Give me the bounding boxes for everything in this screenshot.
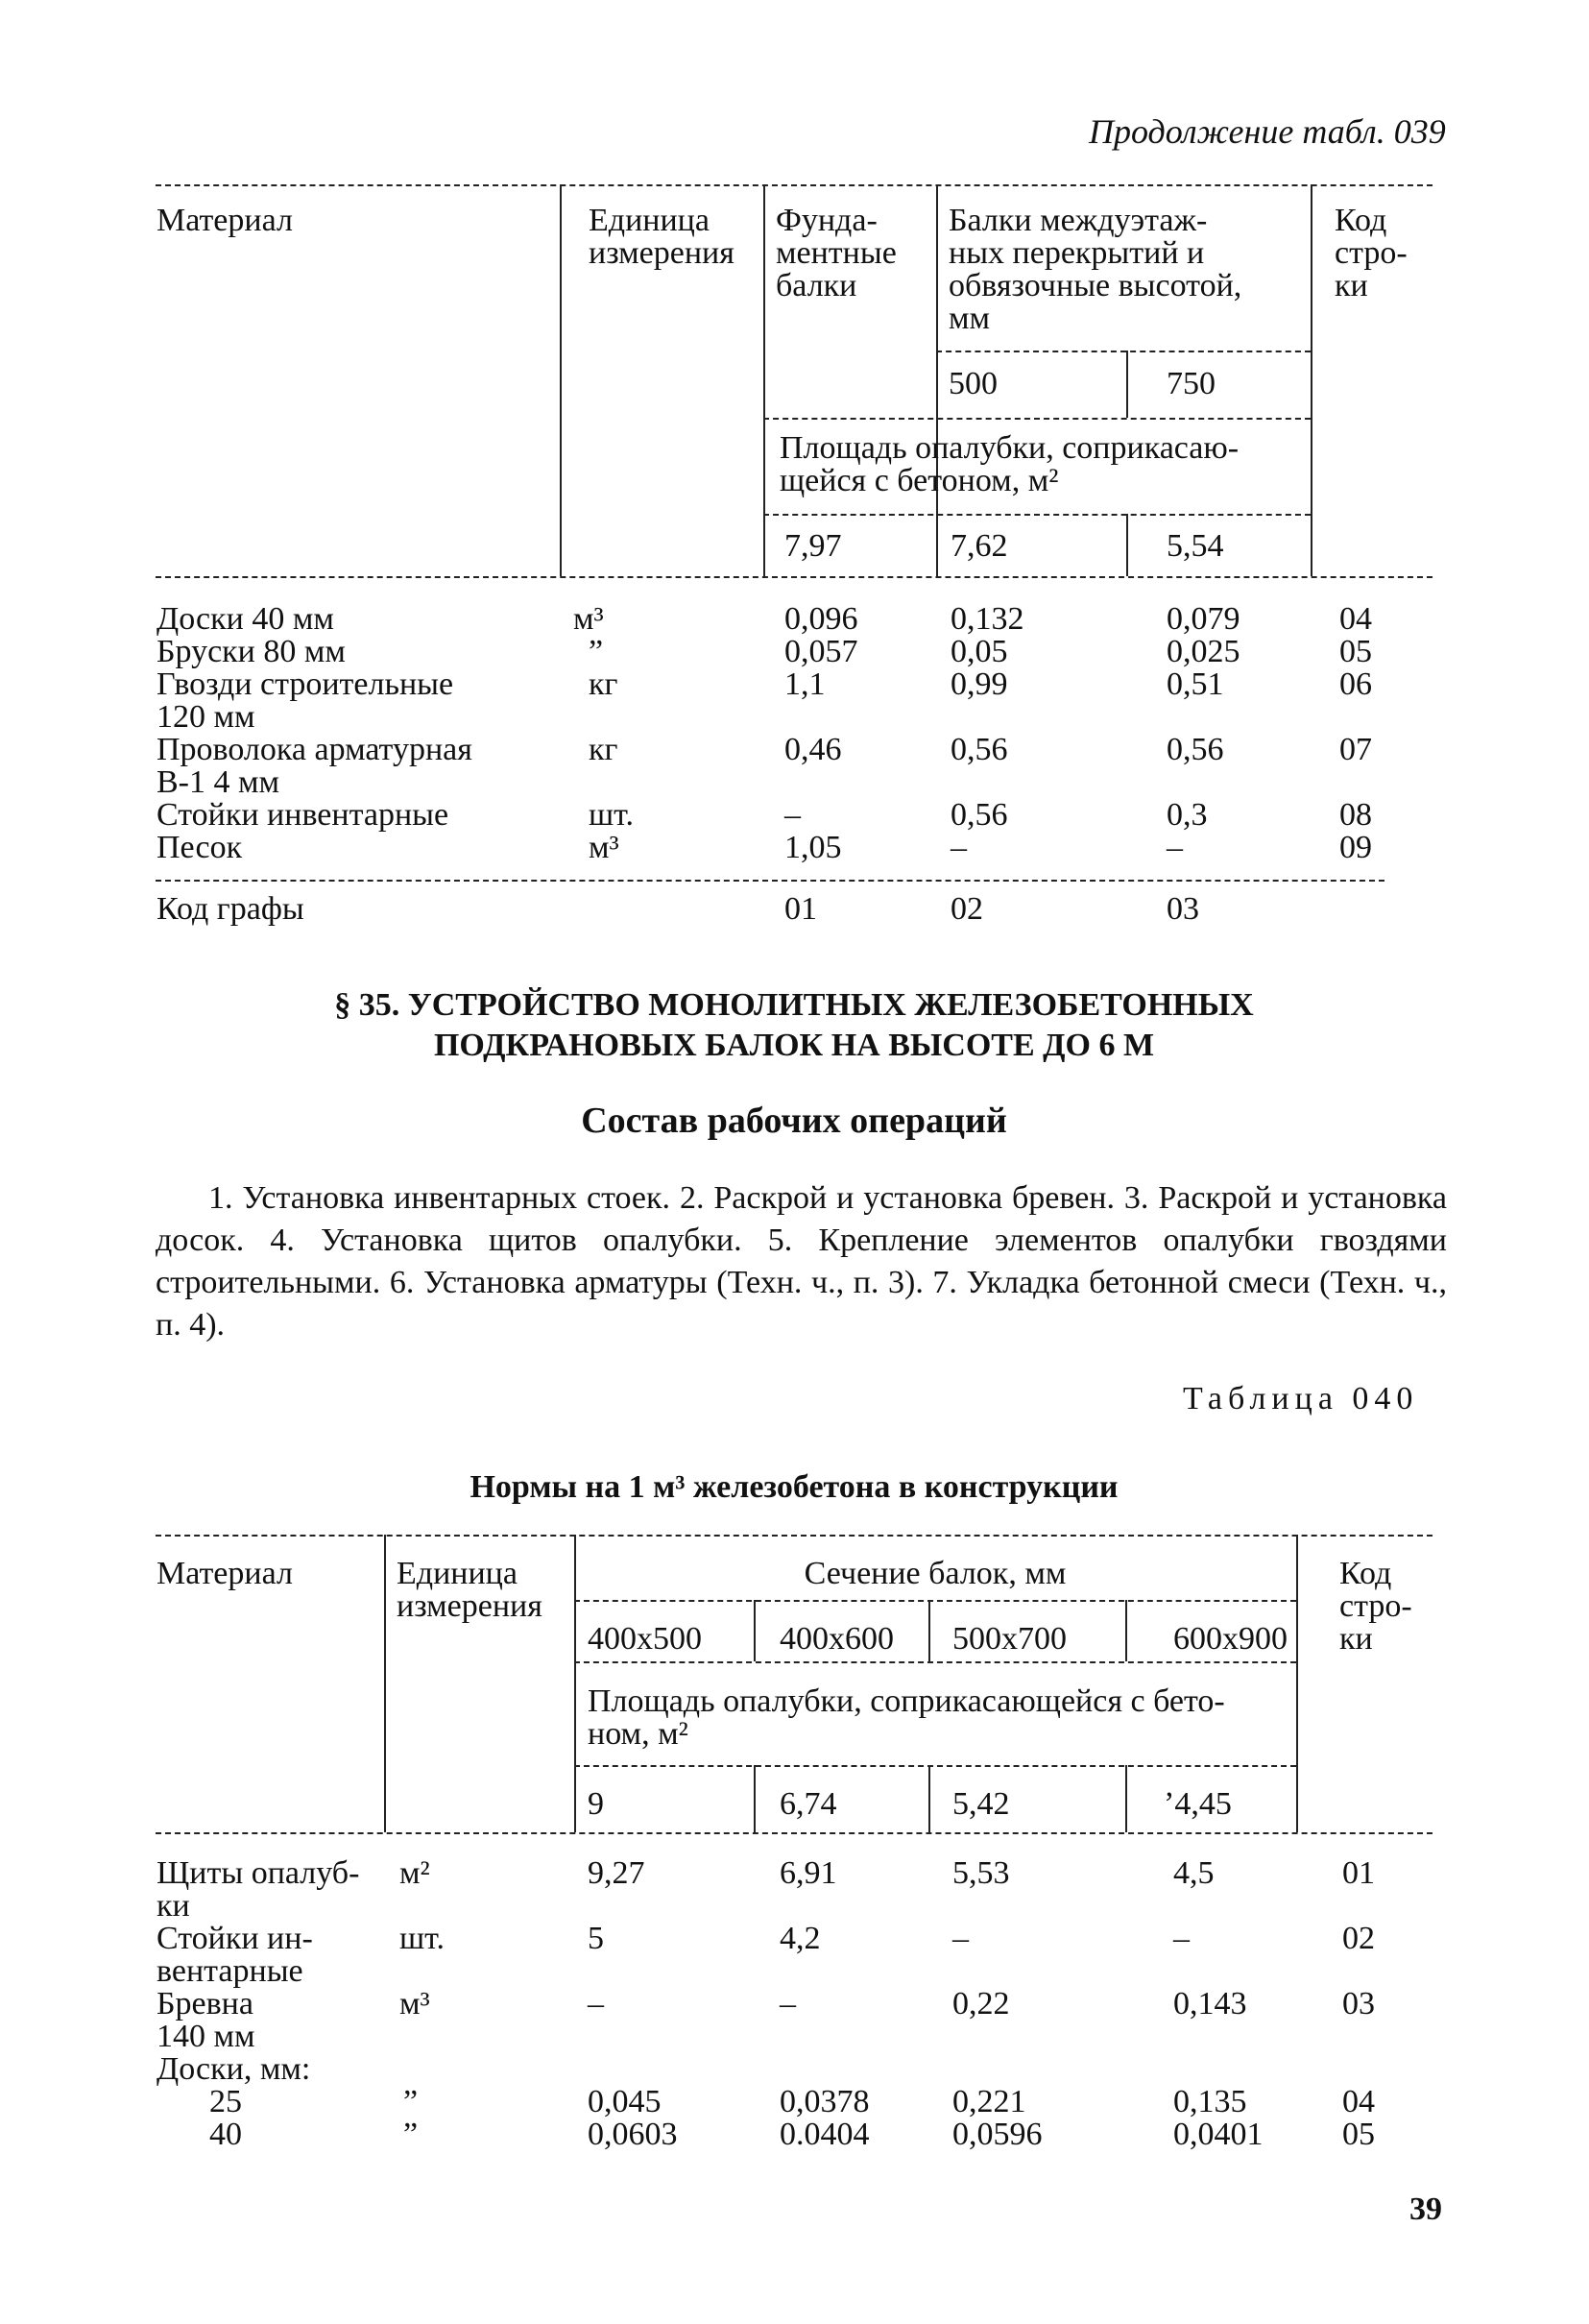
- header-unit: измерения: [397, 1588, 542, 1624]
- row-value: 6,91: [780, 1855, 837, 1891]
- row-unit: шт.: [399, 1921, 445, 1956]
- row-material: ки: [156, 1888, 190, 1924]
- row-material: В-1 4 мм: [156, 764, 280, 800]
- column-code: 03: [1167, 891, 1199, 927]
- column-code: 01: [784, 891, 817, 927]
- row-unit: ”: [403, 2117, 419, 2152]
- header-section: Сечение балок, мм: [804, 1556, 1067, 1591]
- table-border: [1125, 1765, 1127, 1832]
- row-code: 08: [1339, 797, 1372, 833]
- header-foundation: Фунда-: [776, 203, 878, 238]
- row-code: 07: [1339, 732, 1372, 767]
- table-border: [156, 1535, 1433, 1537]
- table-border: [763, 418, 1311, 420]
- row-value: 0,045: [588, 2084, 662, 2119]
- row-material: Доски 40 мм: [156, 601, 334, 637]
- row-value: 0,221: [952, 2084, 1026, 2119]
- table-border: [156, 1832, 1433, 1834]
- header-foundation: ментные: [776, 235, 897, 271]
- row-value: 4,2: [780, 1921, 821, 1956]
- table-border: [156, 880, 1384, 882]
- header-height-750: 750: [1167, 366, 1216, 401]
- row-value: 0,51: [1167, 666, 1224, 702]
- column-code: 02: [951, 891, 983, 927]
- table-border: [1126, 351, 1128, 418]
- row-value: 0,56: [1167, 732, 1224, 767]
- row-unit: шт.: [589, 797, 634, 833]
- row-material: Стойки ин-: [156, 1921, 313, 1956]
- header-area-value: 6,74: [780, 1786, 837, 1822]
- header-area-value: ʼ4,45: [1164, 1786, 1232, 1822]
- row-value: –: [1167, 830, 1183, 865]
- header-area: Площадь опалубки, соприкасаю-: [780, 430, 1240, 466]
- row-value: 0.0404: [780, 2117, 870, 2152]
- row-material: 120 мм: [156, 699, 255, 735]
- page-number: 39: [1409, 2191, 1442, 2227]
- row-material: Доски, мм:: [156, 2051, 311, 2087]
- footer-label: Код графы: [156, 891, 304, 927]
- row-material: 140 мм: [156, 2019, 255, 2054]
- row-material: Бревна: [156, 1986, 253, 2021]
- row-value: 0,025: [1167, 634, 1240, 669]
- table-caption: Нормы на 1 м³ железобетона в конструкции: [469, 1469, 1119, 1505]
- row-code: 04: [1339, 601, 1372, 637]
- row-value: 1,05: [784, 830, 842, 865]
- row-value: 0,079: [1167, 601, 1240, 637]
- row-value: –: [1173, 1921, 1190, 1956]
- table-border: [156, 184, 1433, 186]
- row-unit: кг: [589, 666, 618, 702]
- header-beams: обвязочные высотой,: [949, 268, 1242, 303]
- table-border: [384, 1535, 386, 1832]
- row-code: 06: [1339, 666, 1372, 702]
- table-border: [1311, 184, 1312, 576]
- header-area: щейся с бетоном, м²: [780, 463, 1059, 498]
- table-border: [754, 1600, 756, 1661]
- table-border: [936, 351, 1311, 352]
- row-unit: м²: [399, 1855, 430, 1891]
- header-beams: ных перекрытий и: [949, 235, 1205, 271]
- section-title: ПОДКРАНОВЫХ БАЛОК НА ВЫСОТЕ ДО 6 М: [433, 1028, 1155, 1063]
- header-area-value: 9: [588, 1786, 604, 1822]
- row-code: 05: [1339, 634, 1372, 669]
- header-code: стро-: [1339, 1588, 1412, 1624]
- row-code: 02: [1342, 1921, 1375, 1956]
- header-area: Площадь опалубки, соприкасающейся с бето-: [588, 1683, 1225, 1719]
- header-height-500: 500: [949, 366, 998, 401]
- table-label: Таблица 040: [1183, 1381, 1419, 1416]
- row-value: 1,1: [784, 666, 826, 702]
- row-value: 0,05: [951, 634, 1008, 669]
- header-unit: измерения: [589, 235, 734, 271]
- row-value: –: [588, 1986, 604, 2021]
- row-value: 0,0596: [952, 2117, 1043, 2152]
- row-value: –: [784, 797, 801, 833]
- header-area: ном, м²: [588, 1716, 688, 1752]
- row-value: 0,99: [951, 666, 1008, 702]
- header-material: Материал: [156, 203, 293, 238]
- table-border: [574, 1661, 1296, 1663]
- header-beams: Балки междуэтаж-: [949, 203, 1208, 238]
- header-size: 400x500: [588, 1621, 702, 1657]
- row-unit: ”: [403, 2084, 419, 2119]
- row-value: 0,057: [784, 634, 858, 669]
- row-material: Проволока арматурная: [156, 732, 472, 767]
- row-value: 0,143: [1173, 1986, 1247, 2021]
- table-border: [574, 1600, 1296, 1602]
- row-code: 03: [1342, 1986, 1375, 2021]
- table-border: [763, 184, 765, 576]
- table-border: [763, 514, 1311, 516]
- row-value: 0,132: [951, 601, 1024, 637]
- header-size: 600x900: [1173, 1621, 1288, 1657]
- header-area-value: 5,54: [1167, 528, 1224, 564]
- row-value: 5,53: [952, 1855, 1010, 1891]
- header-foundation: балки: [776, 268, 857, 303]
- row-code: 09: [1339, 830, 1372, 865]
- table-border: [928, 1600, 930, 1661]
- header-area-value: 7,97: [784, 528, 842, 564]
- table-border: [754, 1765, 756, 1832]
- header-code: Код: [1335, 203, 1387, 238]
- row-unit: кг: [589, 732, 618, 767]
- row-value: 0,0603: [588, 2117, 678, 2152]
- row-value: 0,56: [951, 797, 1008, 833]
- table-border: [1126, 514, 1128, 576]
- row-code: 04: [1342, 2084, 1375, 2119]
- row-value: 9,27: [588, 1855, 645, 1891]
- operations-paragraph: 1. Установка инвентарных стоек. 2. Раскрой и установка бревен. 3. Раскрой и установка досок. 4. Установка щитов опалубки. 5. Крепление элементов опалубки гвоздями строительными. 6. Установка арматуры (Техн. ч., п. 3). 7. Укладка бетонной смеси (Техн. ч., п. 4).: [156, 1180, 1447, 1343]
- header-size: 500x700: [952, 1621, 1067, 1657]
- row-value: –: [951, 830, 967, 865]
- row-unit: м³: [589, 830, 619, 865]
- section-title: § 35. УСТРОЙСТВО МОНОЛИТНЫХ ЖЕЛЕЗОБЕТОННЫХ: [334, 987, 1254, 1023]
- row-value: 0,0378: [780, 2084, 870, 2119]
- row-value: 4,5: [1173, 1855, 1215, 1891]
- header-code: ки: [1335, 268, 1368, 303]
- table-border: [1125, 1600, 1127, 1661]
- table-border: [928, 1765, 930, 1832]
- table-border: [574, 1765, 1296, 1767]
- row-value: –: [952, 1921, 969, 1956]
- header-material: Материал: [156, 1556, 293, 1591]
- row-material: Щиты опалуб-: [156, 1855, 360, 1891]
- row-value: 0,3: [1167, 797, 1208, 833]
- row-material: Гвозди строительные: [156, 666, 454, 702]
- header-unit: Единица: [397, 1556, 518, 1591]
- header-beams: мм: [949, 301, 991, 336]
- row-code: 01: [1342, 1855, 1375, 1891]
- section-subtitle: Состав рабочих операций: [581, 1101, 1007, 1141]
- header-code: стро-: [1335, 235, 1408, 271]
- table-border: [156, 576, 1433, 578]
- row-code: 05: [1342, 2117, 1375, 2152]
- row-value: 0,22: [952, 1986, 1010, 2021]
- header-unit: Единица: [589, 203, 710, 238]
- row-material: вентарные: [156, 1953, 303, 1989]
- row-value: 0,135: [1173, 2084, 1247, 2119]
- row-value: –: [780, 1986, 796, 2021]
- header-size: 400x600: [780, 1621, 894, 1657]
- row-value: 0,096: [784, 601, 858, 637]
- header-area-value: 7,62: [951, 528, 1008, 564]
- row-value: 5: [588, 1921, 604, 1956]
- row-material: 40: [209, 2117, 242, 2152]
- row-material: Песок: [156, 830, 243, 865]
- table-border: [560, 184, 562, 576]
- row-material: Стойки инвентарные: [156, 797, 449, 833]
- row-unit: ”: [589, 634, 604, 669]
- row-unit: м³: [573, 601, 604, 637]
- row-material: 25: [209, 2084, 242, 2119]
- table-border: [936, 184, 938, 576]
- table-continuation-label: Продолжение табл. 039: [1089, 112, 1446, 151]
- header-code: ки: [1339, 1621, 1373, 1657]
- row-value: 0,46: [784, 732, 842, 767]
- row-value: 0,0401: [1173, 2117, 1264, 2152]
- row-unit: м³: [399, 1986, 430, 2021]
- header-code: Код: [1339, 1556, 1392, 1591]
- row-value: 0,56: [951, 732, 1008, 767]
- header-area-value: 5,42: [952, 1786, 1010, 1822]
- row-material: Бруски 80 мм: [156, 634, 346, 669]
- table-border: [1296, 1535, 1298, 1832]
